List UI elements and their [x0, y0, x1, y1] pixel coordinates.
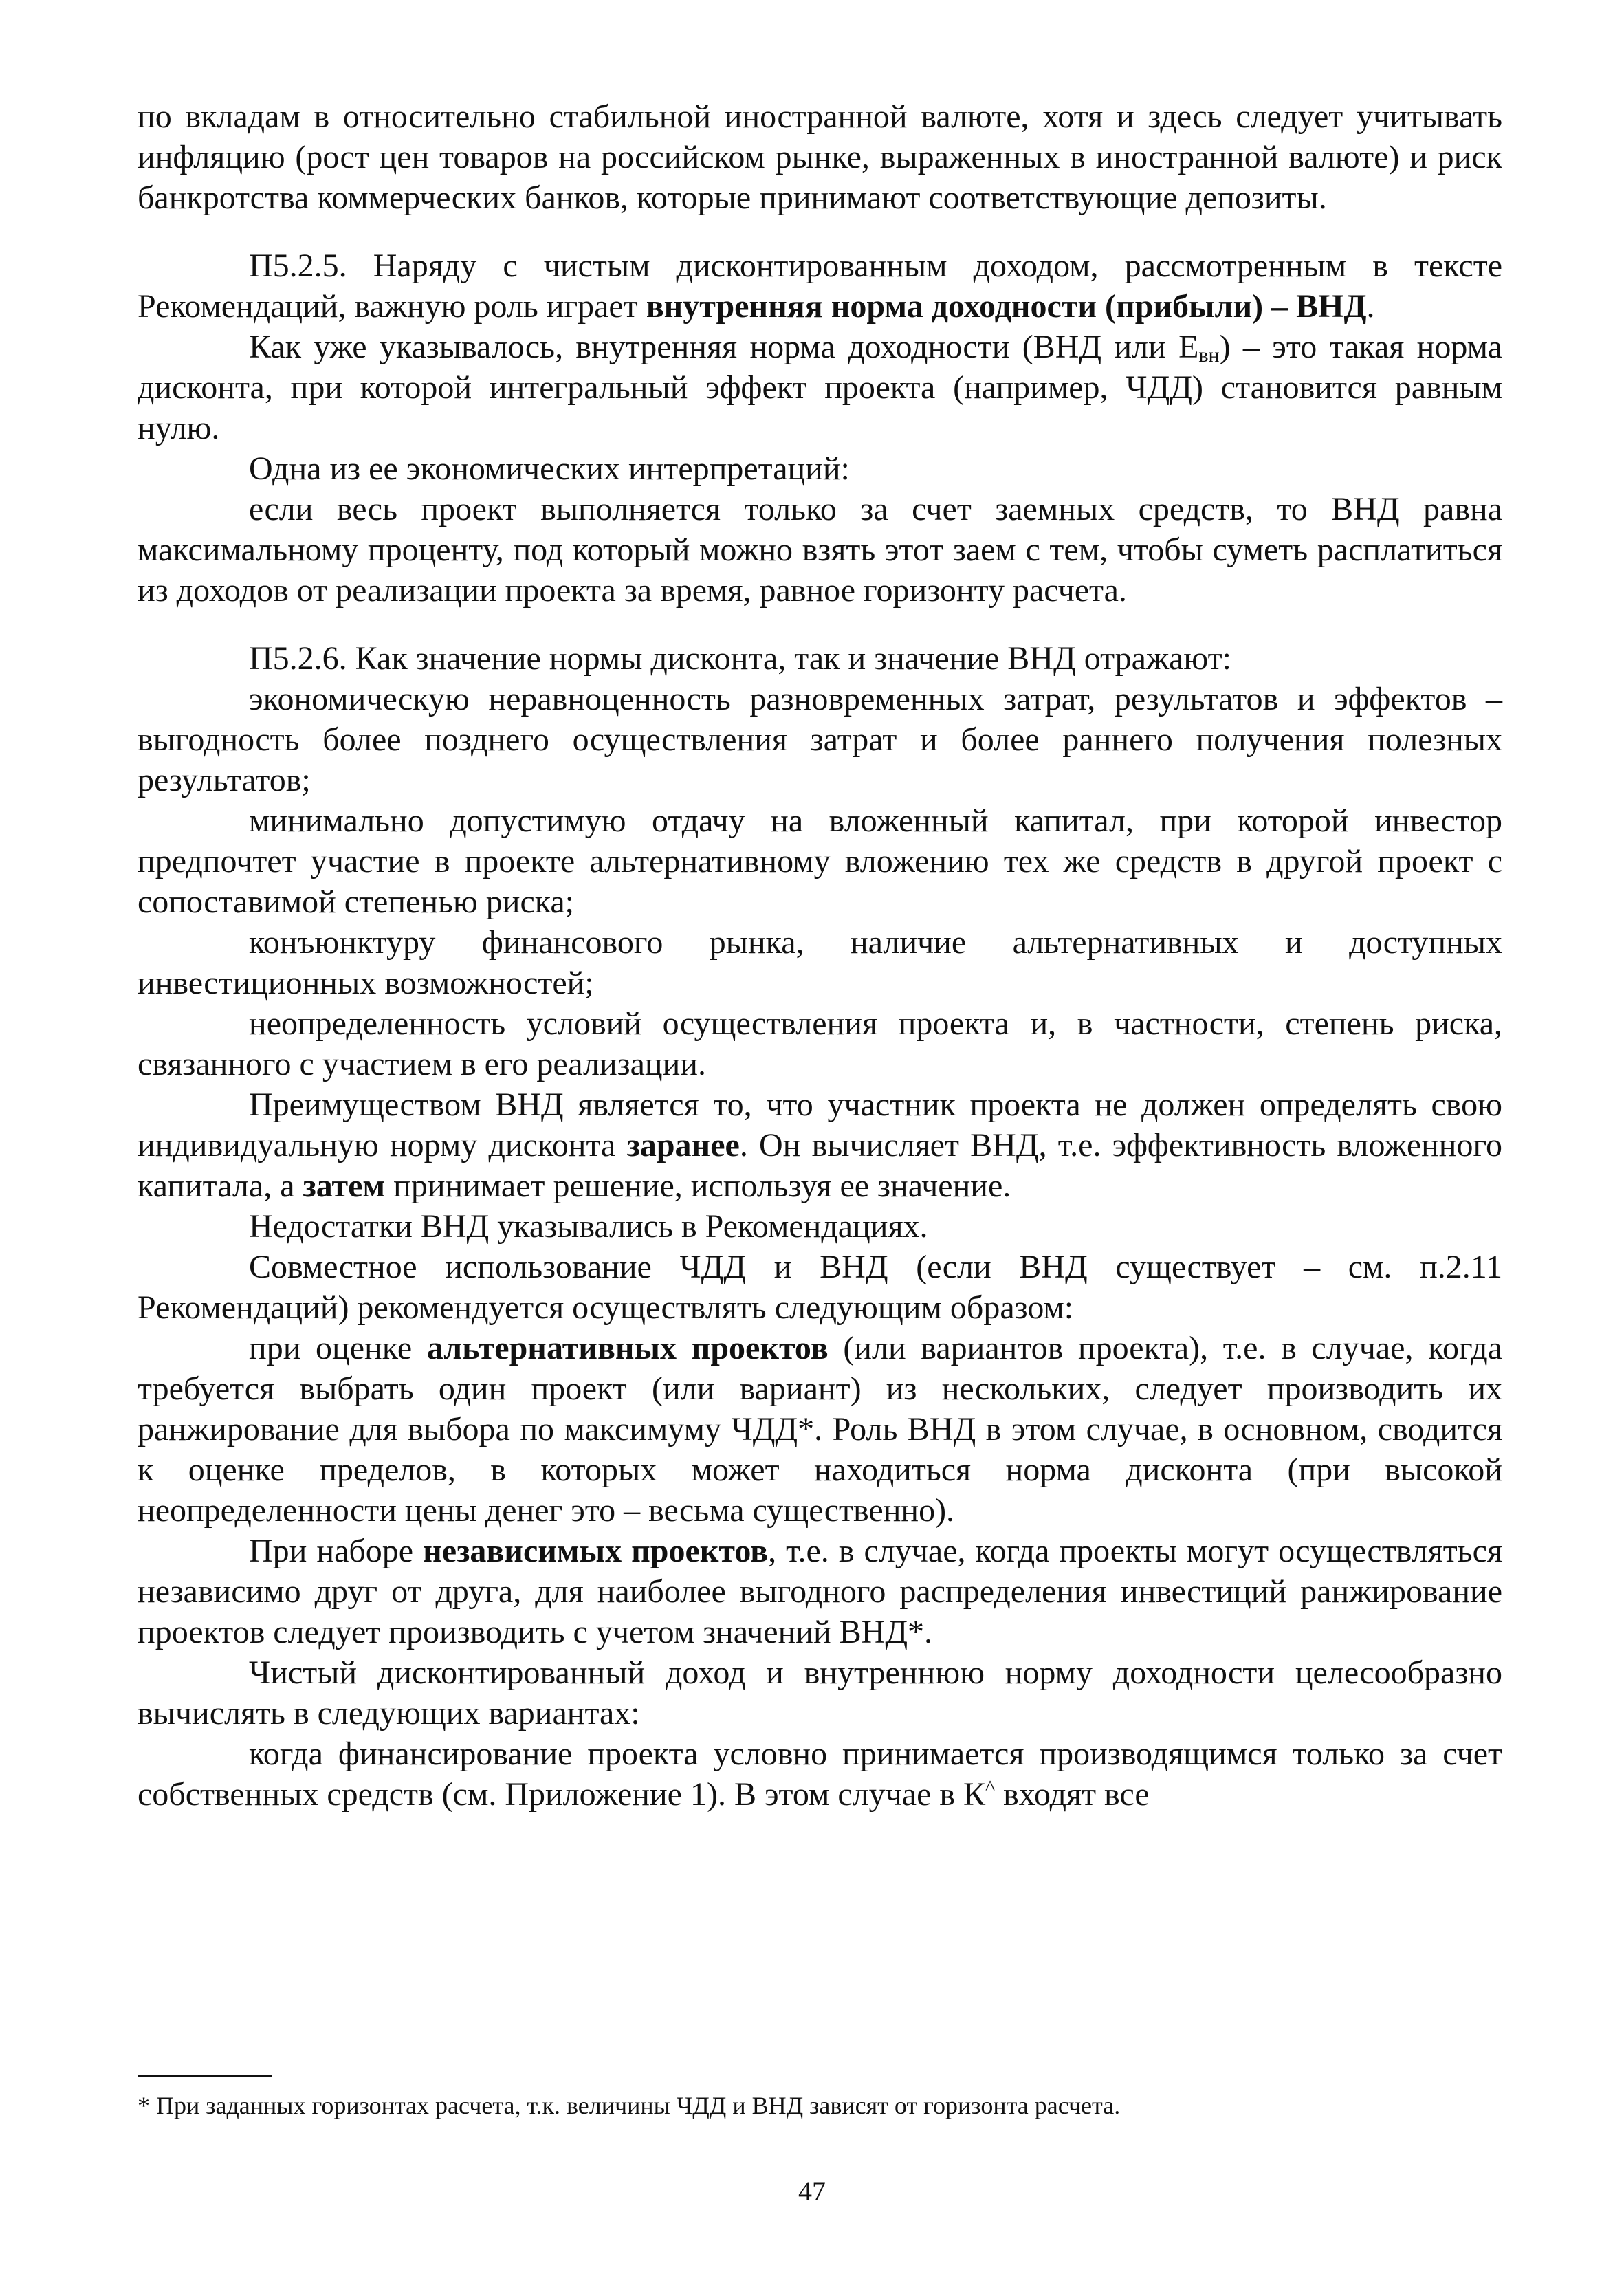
text-run: когда финансирование проекта условно принимается производящимся только за счет собственных средств (см. Приложение 1). В этом случае в К [138, 1736, 1502, 1813]
list-item-inequality: экономическую неравноценность разновременных затрат, результатов и эффектов – выгодность более позднего осуществления затрат и более раннего получения полезных результатов; [138, 681, 1502, 798]
term-alternative-projects: альтернативных проектов [426, 1330, 829, 1366]
text-run: П5.2.5. Наряду с чистым дисконтированным доходом, рассмотренным в тексте Рекомендаций, важную роль играет [138, 248, 1502, 325]
footnote: * При заданных горизонтах расчета, т.к. величины ЧДД и ВНД зависят от горизонта расчета. [138, 2092, 1121, 2119]
superscript-caret: ^ [985, 1776, 996, 1799]
paragraph-p5-2-5 [138, 245, 1502, 327]
paragraph-vnd-advantage [138, 1084, 1502, 1206]
text-run: При наборе [249, 1533, 424, 1569]
term-independent-projects: независимых проектов [423, 1533, 769, 1569]
list-item-min-return: минимально допустимую отдачу на вложенный капитал, при которой инвестор предпочтет участие в проекте альтернативному вложению тех же средств в другой проект с сопоставимой степенью риска; [138, 802, 1502, 920]
emphasis-beforehand: заранее [626, 1127, 740, 1163]
paragraph-own-funds [138, 1734, 1502, 1815]
text-run: . Он вычисляет ВНД, т.е. эффективность вложенного капитала, а [138, 1127, 1502, 1204]
paragraph-alternative-projects [138, 1328, 1502, 1531]
text-run: Как уже указывалось, внутренняя норма доходности (ВНД или Е [249, 329, 1199, 365]
paragraph-vnd-definition [138, 327, 1502, 448]
text-run: . [1366, 288, 1375, 325]
text-run: принимает решение, используя ее значение. [385, 1168, 1011, 1204]
text-run: , т.е. в случае, когда проекты могут осуществляться независимо друг от друга, для наиболее выгодного распределения инвестиций ранжирование проектов следует производить с учетом значений ВНД*. [138, 1533, 1502, 1650]
paragraph-independent-projects [138, 1531, 1502, 1652]
text-run: Преимуществом ВНД является то, что участник проекта не должен определять свою индивидуальную норму дисконта [138, 1086, 1502, 1163]
paragraph-interpretation-intro: Одна из ее экономических интерпретаций: [249, 450, 850, 487]
paragraph-joint-use: Совместное использование ЧДД и ВНД (если ВНД существует – см. п.2.11 Рекомендаций) рекомендуется осуществлять следующим образом: [138, 1249, 1502, 1326]
list-item-uncertainty: неопределенность условий осуществления проекта и, в частности, степень риска, связанного с участием в его реализации. [138, 1005, 1502, 1082]
paragraph-p5-2-6: П5.2.6. Как значение нормы дисконта, так и значение ВНД отражают: [249, 640, 1231, 677]
text-run: ) – это такая норма дисконта, при которой интегральный эффект проекта (например, ЧДД) становится равным нулю. [138, 329, 1502, 446]
footnote-separator [138, 2075, 272, 2077]
text-run: входят все [995, 1776, 1150, 1813]
term-vnd: внутренняя норма доходности (прибыли) – ВНД [646, 288, 1367, 325]
page-body [138, 96, 1502, 1815]
text-run: при оценке [249, 1330, 427, 1366]
paragraph-vnd-drawbacks: Недостатки ВНД указывались в Рекомендациях. [249, 1208, 928, 1245]
list-item-market: конъюнктуру финансового рынка, наличие альтернативных и доступных инвестиционных возможностей; [138, 924, 1502, 1001]
page-number: 47 [798, 2176, 826, 2207]
text-run: (или вариантов проекта), т.е. в случае, когда требуется выбрать один проект (или вариант) из нескольких, следует производить их ранжирование для выбора по максимуму ЧДД*. Роль ВНД в этом случае, в основном, сводится к оценке пределов, в которых может находиться норма дисконта (при высокой неопределенности цены денег это – весьма существенно). [138, 1330, 1503, 1529]
emphasis-then: затем [303, 1168, 386, 1204]
subscript-vn: вн [1198, 344, 1220, 367]
paragraph-interpretation: если весь проект выполняется только за счет заемных средств, то ВНД равна максимальному проценту, под который можно взять этот заем с тем, чтобы суметь расплатиться из доходов от реализации проекта за время, равное горизонту расчета. [138, 491, 1502, 609]
paragraph-continuation: по вкладам в относительно стабильной иностранной валюте, хотя и здесь следует учитывать инфляцию (рост цен товаров на российском рынке, выраженных в иностранной валюте) и риск банкротства коммерческих банков, которые принимают соответствующие депозиты. [138, 98, 1502, 216]
paragraph-calculation-variants: Чистый дисконтированный доход и внутреннюю норму доходности целесообразно вычислять в следующих вариантах: [138, 1654, 1502, 1731]
